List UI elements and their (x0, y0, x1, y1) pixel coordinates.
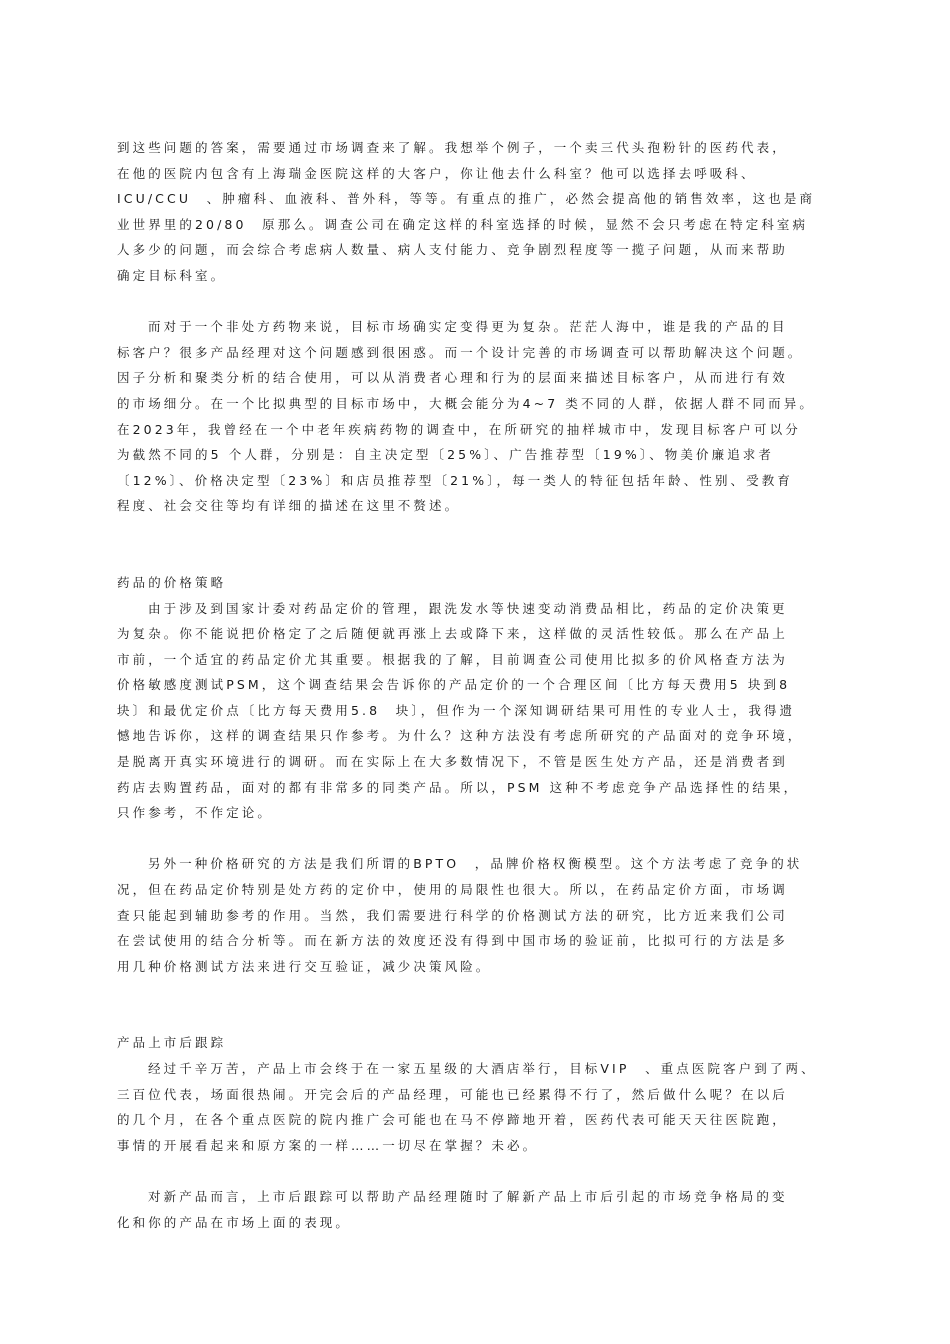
text-line: 在尝试使用的结合分析等。而在新方法的效度还没有得到中国市场的验证前，比拟可行的方法是多 (117, 933, 788, 949)
text-line: 由于涉及到国家计委对药品定价的管理，跟洗发水等快速变动消费品相比，药品的定价决策更 (148, 600, 788, 616)
text-line: 为截然不同的5 个人群，分别是：自主决定型〔25%〕、广告推荐型〔19%〕、物美价廉追求者 (117, 447, 774, 463)
text-line: 用几种价格测试方法来进行交互验证，减少决策风险。 (117, 958, 492, 974)
section-spacer (117, 979, 847, 1030)
text-line: 到这些问题的答案，需要通过市场调查来了解。我想举个例子，一个卖三代头孢粉针的医药代表， (117, 140, 788, 155)
text-line: 程度、社会交往等均有详细的描述在这里不赘述。 (117, 498, 461, 514)
text-line: 在他的医院内包含有上海瑞金医院这样的大客户，你让他去什么科室？他可以选择去呼吸科、 (117, 165, 757, 181)
text-line: 的几个月，在各个重点医院的院内推广会可能也在马不停蹄地开着，医药代表可能天天往医院跑， (117, 1112, 788, 1128)
text-line: 经过千辛万苦，产品上市会终于在一家五星级的大酒店举行，目标VIP 、重点医院客户到了两、 (148, 1061, 817, 1076)
paragraph-3 (117, 596, 847, 826)
paragraph-6 (117, 1184, 847, 1235)
text-line: 查只能起到辅助参考的作用。当然，我们需要进行科学的价格测试方法的研究，比方近来我们公司 (117, 907, 788, 923)
text-line: 人多少的问题，而会综合考虑病人数量、病人支付能力、竞争剧烈程度等一揽子问题，从而来帮助 (117, 242, 788, 258)
paragraph-spacer (117, 1158, 847, 1184)
text-line: 憾地告诉你，这样的调查结果只作参考。为什么？这种方法没有考虑所研究的产品面对的竞争环境， (117, 728, 804, 744)
text-line: 药店去购置药品，面对的都有非常多的同类产品。所以，PSM 这种不考虑竞争产品选择性的结果， (117, 779, 800, 795)
text-line: 而对于一个非处方药物来说，目标市场确实定变得更为复杂。茫茫人海中，谁是我的产品的目 (148, 319, 788, 335)
text-line: 况，但在药品定价特别是处方药的定价中，使用的局限性也很大。所以，在药品定价方面，市场调 (117, 882, 788, 898)
text-line: 只作参考，不作定论。 (117, 805, 274, 821)
text-line: 事情的开展看起来和原方案的一样……一切尽在掌握？未必。 (117, 1137, 539, 1153)
text-line: 标客户？很多产品经理对这个问题感到很困惑。而一个设计完善的市场调查可以帮助解决这个问题。 (117, 344, 804, 360)
paragraph-spacer (117, 289, 847, 315)
text-line: 确定目标科室。 (117, 267, 227, 283)
text-line: 三百位代表，场面很热闹。开完会后的产品经理，可能也已经累得不行了，然后做什么呢？在以后 (117, 1086, 788, 1102)
section-heading-post-launch: 产品上市后跟踪 (117, 1035, 227, 1051)
document-page (117, 135, 847, 1235)
text-line: 块〕和最优定价点〔比方每天费用5.8 块〕，但作为一个深知调研结果可用性的专业人士，我得遗 (117, 702, 796, 718)
paragraph-5 (117, 1056, 847, 1158)
section-heading-pricing: 药品的价格策略 (117, 574, 227, 590)
text-line: 是脱离开真实环境进行的调研。而在实际上在大多数情况下，不管是医生处方产品，还是消费者到 (117, 754, 788, 770)
text-line: 价格敏感度测试PSM，这个调查结果会告诉你的产品定价的一个合理区间〔比方每天费用5 块到8 (117, 677, 791, 693)
section-spacer (117, 519, 847, 570)
paragraph-2 (117, 314, 847, 519)
text-line: 业世界里的20/80 原那么。调查公司在确定这样的科室选择的时候，显然不会只考虑在特定科室病 (117, 216, 809, 232)
paragraph-1 (117, 135, 847, 289)
paragraph-spacer (117, 826, 847, 852)
text-line: 的市场细分。在一个比拟典型的目标市场中，大概会能分为4~7 类不同的人群，依据人群不同而异。 (117, 395, 815, 411)
text-line: 市前，一个适宜的药品定价尤其重要。根据我的了解，目前调查公司使用比拟多的价风格查方法为 (117, 651, 788, 667)
text-line: 在2023年，我曾经在一个中老年疾病药物的调查中，在所研究的抽样城市中，发现目标客户可以分 (117, 421, 801, 437)
text-line: 对新产品而言，上市后跟踪可以帮助产品经理随时了解新产品上市后引起的市场竞争格局的变 (148, 1188, 788, 1204)
text-line: 为复杂。你不能说把价格定了之后随便就再涨上去或降下来，这样做的灵活性较低。那么在产品上 (117, 626, 788, 642)
text-line: 另外一种价格研究的方法是我们所谓的BPTO ，品牌价格权衡模型。这个方法考虑了竞争的状 (148, 856, 803, 872)
paragraph-4 (117, 851, 847, 979)
text-line: 化和你的产品在市场上面的表现。 (117, 1214, 352, 1230)
text-line: 因子分析和聚类分析的结合使用，可以从消费者心理和行为的层面来描述目标客户，从而进行有效 (117, 370, 788, 386)
text-line: ICU/CCU 、肿瘤科、血液科、普外科，等等。有重点的推广，必然会提高他的销售效率，这也是商 (117, 191, 816, 207)
text-line: 〔12%〕、价格决定型〔23%〕和店员推荐型〔21%〕，每一类人的特征包括年龄、性别、受教育 (117, 472, 793, 488)
